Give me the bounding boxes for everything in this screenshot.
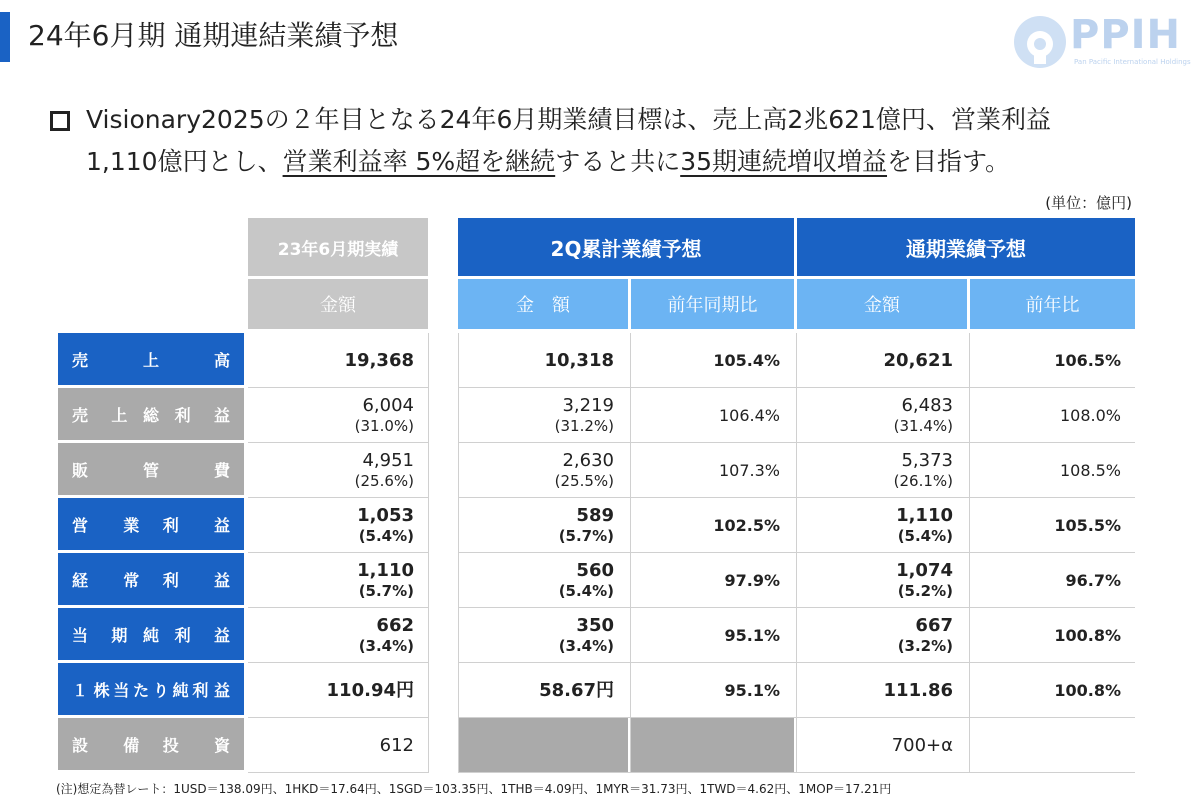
- cell-ratio: 102.5%: [713, 516, 780, 535]
- row-label: [58, 498, 244, 550]
- cell-ratio: 106.4%: [718, 406, 780, 425]
- table-cell: [797, 553, 967, 608]
- row-label-char: 設: [72, 735, 89, 755]
- cell-margin: (31.0%): [354, 416, 414, 435]
- row-label: [58, 608, 244, 660]
- square-bullet-icon: [50, 111, 70, 131]
- table-cell: [248, 333, 428, 388]
- table-cell: [797, 498, 967, 553]
- table-cell: [631, 388, 794, 443]
- logo-subtitle: Pan Pacific International Holdings: [1074, 58, 1191, 66]
- table-cell: [248, 553, 428, 608]
- table-cell: [970, 608, 1135, 663]
- cell-value: 110.94円: [326, 679, 414, 701]
- cell-ratio: 105.5%: [1054, 516, 1121, 535]
- empty-cell: [458, 718, 628, 773]
- cell-value: 1,074: [896, 559, 953, 581]
- row-label-char: 利: [174, 405, 191, 425]
- cell-value: 6,483: [901, 394, 953, 416]
- col-divider: [969, 333, 970, 773]
- row-label-char: 総: [142, 405, 159, 425]
- fx-rate-note: (注)想定為替レート：1USD＝138.09円、1HKD＝17.64円、1SGD＝103.35円、1THB＝4.09円、1MYR＝31.73円、1TWD＝4.62円、1MOP＝17.21円: [56, 782, 892, 796]
- row-label-char: 当: [113, 680, 130, 700]
- table-cell: [797, 718, 967, 773]
- cell-margin: (31.2%): [554, 416, 614, 435]
- table-cell: [631, 608, 794, 663]
- row-label-char: 営: [72, 515, 89, 535]
- row-label-char: 利: [174, 625, 191, 645]
- row-label: [58, 718, 244, 770]
- row-label-char: 投: [162, 735, 179, 755]
- lead-text: すると共に: [555, 147, 681, 176]
- table-cell: [797, 663, 967, 718]
- cell-value: 111.86: [883, 679, 953, 701]
- cell-value: 58.67円: [539, 679, 614, 701]
- lead-underlined-text: 35期連続増収増益: [680, 147, 888, 176]
- table-cell: [631, 663, 794, 718]
- cell-ratio: 107.3%: [718, 461, 780, 480]
- table-cell: [970, 388, 1135, 443]
- table-cell: [970, 443, 1135, 498]
- table-cell: [458, 663, 628, 718]
- cell-margin: (31.4%): [893, 416, 953, 435]
- cell-margin: (25.6%): [354, 471, 414, 490]
- cell-margin: (5.7%): [558, 526, 614, 545]
- table-cell: [797, 608, 967, 663]
- logo-text: PPIH: [1070, 12, 1181, 58]
- cell-margin: (5.4%): [558, 581, 614, 600]
- row-label-char: １: [72, 680, 89, 700]
- lead-text: 1,110億円とし、: [86, 147, 283, 176]
- cell-value: 4,951: [362, 449, 414, 471]
- row-label-char: 利: [162, 515, 179, 535]
- cell-ratio: 96.7%: [1065, 571, 1121, 590]
- cell-value: 2,630: [562, 449, 614, 471]
- subheader-h1-amount: 金 額: [458, 279, 628, 329]
- row-label-char: 期: [111, 625, 128, 645]
- cell-value: 1,110: [896, 504, 953, 526]
- row-label-char: 純: [172, 680, 189, 700]
- header-h1-forecast: 2Q累計業績予想: [458, 218, 794, 276]
- table-cell: [631, 443, 794, 498]
- row-label-char: た: [133, 680, 150, 700]
- table-cell: [248, 498, 428, 553]
- table-cell: [797, 333, 967, 388]
- cell-ratio: 95.1%: [724, 626, 780, 645]
- row-label-char: 売: [72, 350, 89, 370]
- table-cell: [970, 553, 1135, 608]
- lead-text: を目指す。: [887, 147, 1011, 176]
- lead-line-1: Visionary2025の２年目となる24年6月期業績目標は、売上高2兆621億円、営業利益: [86, 105, 1051, 134]
- table-cell: [970, 333, 1135, 388]
- cell-value: 667: [915, 614, 953, 636]
- cell-ratio: 95.1%: [724, 681, 780, 700]
- row-label-char: 株: [93, 680, 110, 700]
- table-cell: [970, 498, 1135, 553]
- row-label-char: り: [152, 680, 169, 700]
- lead-line-2: [86, 142, 1010, 182]
- cell-ratio: 97.9%: [724, 571, 780, 590]
- row-label: [58, 443, 244, 495]
- table-cell: [458, 443, 628, 498]
- cell-margin: (3.4%): [558, 636, 614, 655]
- row-label-char: 利: [192, 680, 209, 700]
- row-label-char: 費: [214, 460, 231, 480]
- cell-margin: (5.4%): [897, 526, 953, 545]
- col-divider: [458, 333, 459, 773]
- subheader-fy23-amount: 金額: [248, 279, 428, 329]
- cell-value: 560: [576, 559, 614, 581]
- cell-value: 350: [576, 614, 614, 636]
- row-label-char: 利: [162, 570, 179, 590]
- cell-value: 612: [379, 734, 414, 756]
- cell-value: 662: [376, 614, 414, 636]
- col-divider: [630, 333, 631, 773]
- col-divider: [796, 333, 797, 773]
- col-divider: [428, 333, 429, 773]
- row-label-char: 上: [111, 405, 128, 425]
- subheader-fy-amount: 金額: [797, 279, 967, 329]
- row-label: [58, 333, 244, 385]
- row-label-char: 益: [213, 680, 230, 700]
- row-label: [58, 663, 244, 715]
- row-label: [58, 553, 244, 605]
- cell-margin: (3.4%): [358, 636, 414, 655]
- row-label-char: 管: [143, 460, 160, 480]
- cell-value: 3,219: [562, 394, 614, 416]
- table-cell: [631, 498, 794, 553]
- table-cell: [248, 718, 428, 773]
- row-label-char: 上: [143, 350, 160, 370]
- row-label-char: 益: [213, 515, 230, 535]
- table-cell: [248, 443, 428, 498]
- cell-ratio: 106.5%: [1054, 351, 1121, 370]
- cell-value: 700+α: [891, 734, 953, 756]
- row-label-char: 純: [142, 625, 159, 645]
- row-label-char: 常: [123, 570, 140, 590]
- table-cell: [458, 333, 628, 388]
- row-label-char: 販: [72, 460, 89, 480]
- cell-value: 1,110: [357, 559, 414, 581]
- cell-margin: (5.4%): [358, 526, 414, 545]
- row-label-char: 業: [123, 515, 140, 535]
- cell-value: 589: [576, 504, 614, 526]
- row-label-char: 売: [72, 405, 89, 425]
- ppih-logo: [1012, 12, 1191, 70]
- row-label: [58, 388, 244, 440]
- row-label-char: 益: [213, 570, 230, 590]
- title-accent-bar: [0, 12, 10, 62]
- table-cell: [631, 333, 794, 388]
- subheader-h1-yoy: 前年同期比: [631, 279, 794, 329]
- subheader-fy-yoy: 前年比: [970, 279, 1135, 329]
- cell-ratio: 105.4%: [713, 351, 780, 370]
- unit-label: (単位：億円): [1045, 194, 1132, 212]
- cell-value: 1,053: [357, 504, 414, 526]
- cell-ratio: 100.8%: [1054, 626, 1121, 645]
- table-cell: [458, 608, 628, 663]
- empty-cell: [631, 718, 794, 773]
- cell-margin: (26.1%): [893, 471, 953, 490]
- cell-ratio: 100.8%: [1054, 681, 1121, 700]
- table-cell: [797, 388, 967, 443]
- cell-margin: (25.5%): [554, 471, 614, 490]
- row-label-char: 益: [213, 405, 230, 425]
- cell-value: 6,004: [362, 394, 414, 416]
- cell-margin: (3.2%): [897, 636, 953, 655]
- row-label-char: 資: [213, 735, 230, 755]
- lead-underlined-text: 営業利益率 5%超を継続: [282, 147, 556, 176]
- table-cell: [970, 663, 1135, 718]
- page-title: 24年6月期 通期連結業績予想: [28, 19, 399, 52]
- row-label-char: 益: [213, 625, 230, 645]
- table-cell: [458, 388, 628, 443]
- cell-margin: (5.2%): [897, 581, 953, 600]
- table-cell: [458, 498, 628, 553]
- table-cell: [248, 388, 428, 443]
- row-label-char: 当: [72, 625, 89, 645]
- row-label-char: 経: [72, 570, 89, 590]
- cell-ratio: 108.5%: [1059, 461, 1121, 480]
- cell-ratio: 108.0%: [1059, 406, 1121, 425]
- header-full-year-forecast: 通期業績予想: [797, 218, 1135, 276]
- logo-mark-icon: [1012, 14, 1068, 70]
- table-cell: [248, 663, 428, 718]
- cell-value: 5,373: [901, 449, 953, 471]
- cell-margin: (5.7%): [358, 581, 414, 600]
- row-label-char: 備: [123, 735, 140, 755]
- cell-value: 10,318: [544, 349, 614, 371]
- cell-value: 19,368: [344, 349, 414, 371]
- table-cell: [797, 443, 967, 498]
- table-cell: [631, 553, 794, 608]
- table-cell: [458, 553, 628, 608]
- table-cell: [970, 718, 1135, 773]
- row-label-char: 高: [214, 350, 231, 370]
- row-divider: [248, 772, 428, 773]
- cell-value: 20,621: [883, 349, 953, 371]
- header-fy23-actual: 23年6月期実績: [248, 218, 428, 276]
- table-cell: [248, 608, 428, 663]
